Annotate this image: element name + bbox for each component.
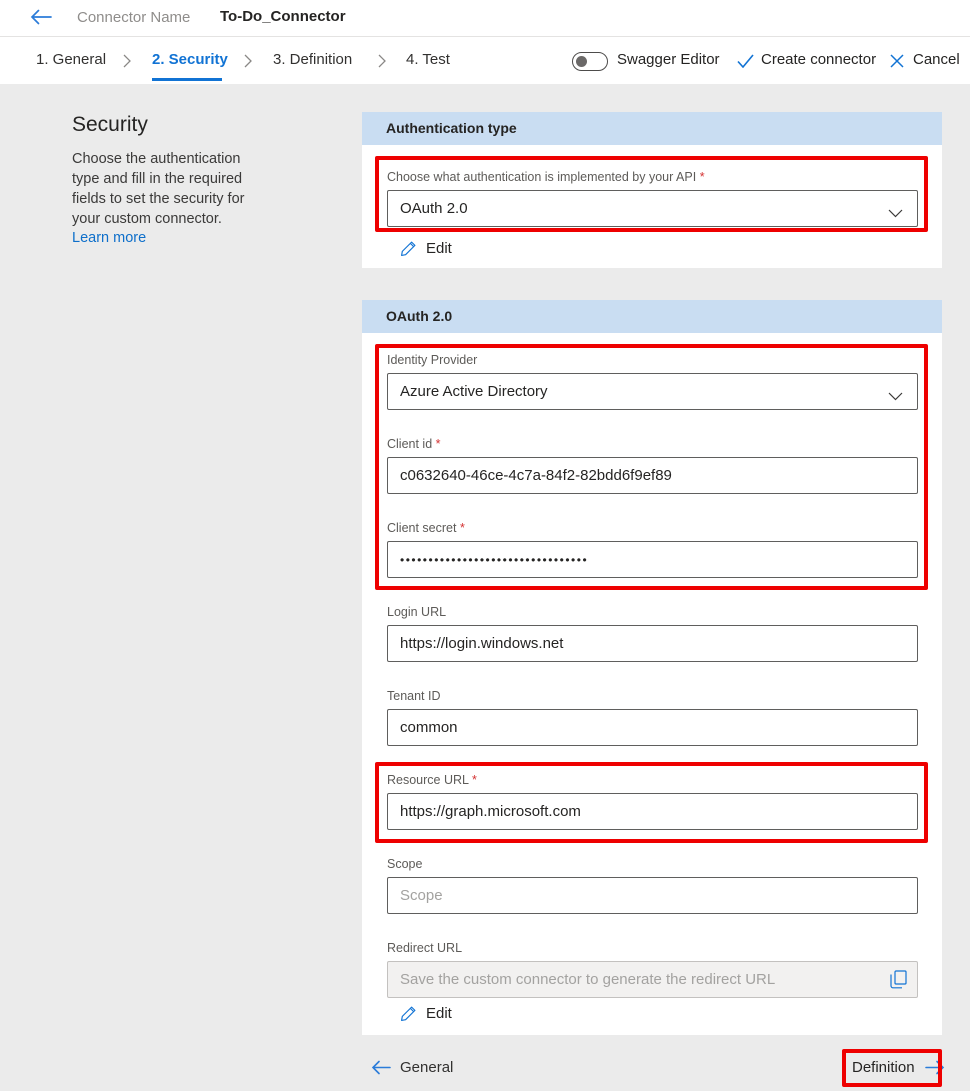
- wizard-tabbar: [0, 37, 970, 84]
- footer-next-definition[interactable]: [852, 1059, 945, 1076]
- authentication-type-header-label: Authentication type: [386, 120, 517, 136]
- learn-more-link[interactable]: Learn more: [72, 230, 147, 246]
- identity-provider-dropdown[interactable]: [387, 373, 918, 410]
- authentication-type-header: [362, 112, 942, 145]
- identity-provider-label: Identity Provider: [387, 353, 478, 367]
- arrow-left-icon: [371, 1060, 391, 1075]
- auth-edit-button[interactable]: [400, 239, 452, 257]
- footer-back-general[interactable]: [371, 1059, 453, 1076]
- footer-back-label: General: [400, 1059, 454, 1076]
- check-icon: [737, 54, 754, 73]
- required-asterisk: *: [435, 437, 441, 451]
- client-id-label: Client id *: [387, 437, 441, 451]
- login-url-label: Login URL: [387, 605, 447, 619]
- tenant-id-input[interactable]: [387, 709, 918, 746]
- client-secret-label: Client secret *: [387, 521, 465, 535]
- breadcrumb: Connector Name: [77, 9, 191, 26]
- login-url-input[interactable]: [387, 625, 918, 662]
- chevron-right-icon: [243, 54, 253, 73]
- oauth-header: [362, 300, 942, 333]
- close-icon: [890, 54, 904, 73]
- auth-type-field-label: Choose what authentication is implemented by your API *: [387, 170, 705, 184]
- page-title: To-Do_Connector: [220, 8, 346, 25]
- oauth-card: [362, 300, 942, 1035]
- tab-security[interactable]: 2. Security: [152, 51, 228, 68]
- chevron-down-icon: [888, 388, 903, 405]
- client-id-input[interactable]: [387, 457, 918, 494]
- create-connector-button[interactable]: Create connector: [761, 51, 877, 68]
- redirect-url-label: Redirect URL: [387, 941, 463, 955]
- required-asterisk: *: [472, 773, 477, 787]
- auth-edit-label: Edit: [426, 239, 452, 257]
- back-arrow-icon[interactable]: [30, 9, 54, 27]
- redirect-url-input: [387, 961, 918, 998]
- cancel-button[interactable]: Cancel: [913, 51, 960, 68]
- scope-label: Scope: [387, 857, 423, 871]
- identity-provider-value: Azure Active Directory: [400, 383, 548, 400]
- footer-next-label: Definition: [852, 1059, 915, 1076]
- auth-type-dropdown[interactable]: [387, 190, 918, 227]
- swagger-editor-label: Swagger Editor: [617, 51, 720, 68]
- pencil-icon: [400, 239, 418, 257]
- tenant-id-label: Tenant ID: [387, 689, 441, 703]
- required-asterisk: *: [459, 521, 465, 535]
- chevron-right-icon: [377, 54, 387, 73]
- swagger-editor-toggle[interactable]: [572, 52, 608, 71]
- oauth-edit-label: Edit: [426, 1004, 452, 1022]
- tab-general[interactable]: 1. General: [36, 51, 107, 68]
- oauth-header-label: OAuth 2.0: [386, 308, 453, 324]
- tab-definition[interactable]: 3. Definition: [273, 51, 353, 68]
- authentication-type-card: [362, 112, 942, 268]
- titlebar: [0, 0, 970, 37]
- chevron-down-icon: [888, 205, 903, 222]
- arrow-right-icon: [925, 1060, 945, 1075]
- required-asterisk: *: [699, 170, 705, 184]
- pencil-icon: [400, 1004, 418, 1022]
- toggle-knob: [576, 56, 587, 67]
- active-tab-underline: [152, 78, 222, 81]
- scope-input[interactable]: [387, 877, 918, 914]
- resource-url-label: Resource URL *: [387, 773, 477, 787]
- resource-url-input[interactable]: [387, 793, 918, 830]
- copy-icon[interactable]: [890, 970, 907, 994]
- tab-test[interactable]: 4. Test: [406, 51, 450, 68]
- section-description: Choose the authentication type and fill in the required fields to set the security for your custom connector.: [72, 151, 245, 227]
- auth-type-dropdown-value: OAuth 2.0: [400, 200, 468, 217]
- oauth-edit-button[interactable]: [400, 1004, 452, 1022]
- client-secret-input[interactable]: [387, 541, 918, 578]
- chevron-right-icon: [122, 54, 132, 73]
- section-title: Security: [72, 113, 148, 136]
